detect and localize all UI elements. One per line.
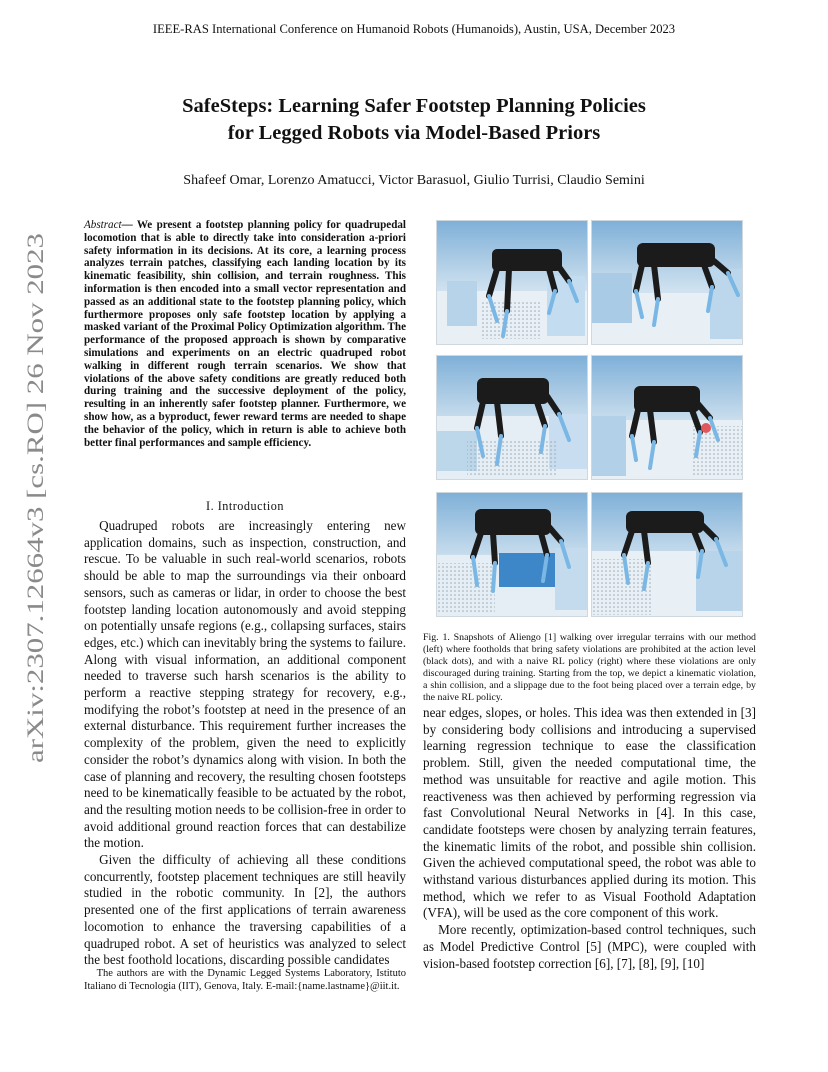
- title-line-1: SafeSteps: Learning Safer Footstep Planning Policies: [182, 95, 646, 117]
- snapshot-kinematic-ours: [436, 220, 588, 345]
- author-footnote: [84, 968, 406, 993]
- abstract: [84, 219, 406, 449]
- conference-header: IEEE-RAS International Conference on Humanoid Robots (Humanoids), Austin, USA, December 2023: [152, 22, 676, 36]
- author-list: Shafeef Omar, Lorenzo Amatucci, Victor Barasuol, Giulio Turrisi, Claudio Semini: [183, 173, 645, 188]
- footnote-text: The authors are with the Dynamic Legged Systems Laboratory, Istituto Italiano di Tecnologia (IIT), Genova, Italy. E-mail:{name.lastname}@iit.it.: [84, 968, 406, 992]
- figure-caption: Fig. 1. Snapshots of Aliengo [1] walking over irregular terrains with our method (left) where footholds that bring safety violations are prohibited at the action level (black dots), and with a naive RL policy (right) where these violations are only discouraged during training. Starting from the top, we depict a kinematic violation, a shin collision, and a slippage due to the foot being placed over a terrain edge, by the naive RL policy.: [423, 632, 756, 704]
- snapshot-slip-naive: [591, 492, 743, 617]
- paragraph: near edges, slopes, or holes. This idea was then extended in [3] by considering body collisions and introducing a supervised learning regression technique to ease the classification problem. Still, given the needed computational time, the method was unsuitable for reactive and agile motion. This reactiveness was then achieved by performing regression via fast Convolutional Neural Networks in [4]. In this case, candidate footsteps were chosen by analyzing terrain features, the kinematic limits of the robot, and possible shin collision. Given the achieved computational speed, the robot was able to withstand various disturbances applied during its motion. This method, which we refer to as Visual Foothold Adaptation (VFA), will be used as the core component of this work.: [423, 705, 756, 921]
- paragraph: Quadruped robots are increasingly entering new application domains, such as inspection, construction, and rescue. To be valuable in such real-world scenarios, robots should be able to map the surroundings via their onboard sensors, such as cameras or lidar, in order to choose the best footstep landing location autonomously and avoid stepping on potentially unsafe regions (e.g., collapsing surfaces, stairs edges, etc.) which can inevitably bring the systems to failure. Along with visual information, an additional component needed to traverse such harsh scenarios is the ability to perform a reactive stepping strategy for recovery, e.g., modifying the robot’s footstep at need in the presence of an external disturbance. This requirement further increases the complexity of the problem, given the need to explicitly consider the robot’s dynamics along with vision. In both the case of planning and recovery, the resulting chosen footsteps need to be kinematically feasible to be actuated by the robot, and the resulting motion needs to be collision-free in order to avoid additional ground reaction forces that can destabilize the motion.: [84, 518, 406, 851]
- intro-left-column: [84, 518, 406, 969]
- snapshot-shin-ours: [436, 355, 588, 480]
- intro-right-column: [423, 705, 756, 972]
- snapshot-slip-ours: [436, 492, 588, 617]
- section-heading-introduction: [84, 499, 406, 514]
- title-line-2: for Legged Robots via Model-Based Priors: [227, 122, 601, 144]
- arxiv-stamp: [12, 225, 52, 765]
- snapshot-shin-naive: [591, 355, 743, 480]
- paragraph: Given the difficulty of achieving all these conditions concurrently, footstep placement techniques are still heavily studied in the robotic community. In [2], the authors presented one of the first applications of terrain awareness locomotion to enhance the traversing capabilities of a quadruped robot. A set of heuristics was analyzed to select the best foothold locations, discarding possible candidates: [84, 852, 406, 968]
- section-title: I. Introduction: [206, 499, 284, 513]
- abstract-text: — We present a footstep planning policy for quadrupedal locomotion that is able to directly take into consideration a-priori safety information in its decisions. At its core, a learning process analyzes terrain patches, classifying each landing location by its kinematic feasibility, shin collision, and terrain roughness. This information is then encoded into a small vector representation and passed as an additional state to the footstep planning policy, which furthermore proposes only safe footstep location by applying a masked variant of the Proximal Policy Optimization algorithm. The performance of the proposed approach is shown by comparative simulations and experiments on an electric quadruped robot walking in different rough terrain scenarios. We show that violations of the above safety conditions are greatly reduced both during training and the successive deployment of the policy, resulting in an inherently safer footstep planner. Furthermore, we show how, as a byproduct, fewer reward terms are needed to shape the behavior of the policy, which in return is able to achieve both better final performances and sample efficiency.: [84, 219, 406, 449]
- arxiv-identifier: arXiv:2307.12664v3 [cs.RO] 26 Nov 2023: [23, 368, 48, 763]
- paragraph: More recently, optimization-based control techniques, such as Model Predictive Control [5] (MPC), were coupled with vision-based footstep correction [6], [7], [8], [9], [10]: [423, 922, 756, 971]
- paper-title: [0, 93, 828, 147]
- abstract-label: Abstract: [84, 219, 122, 231]
- figure-1: [436, 220, 756, 620]
- snapshot-kinematic-naive: [591, 220, 743, 345]
